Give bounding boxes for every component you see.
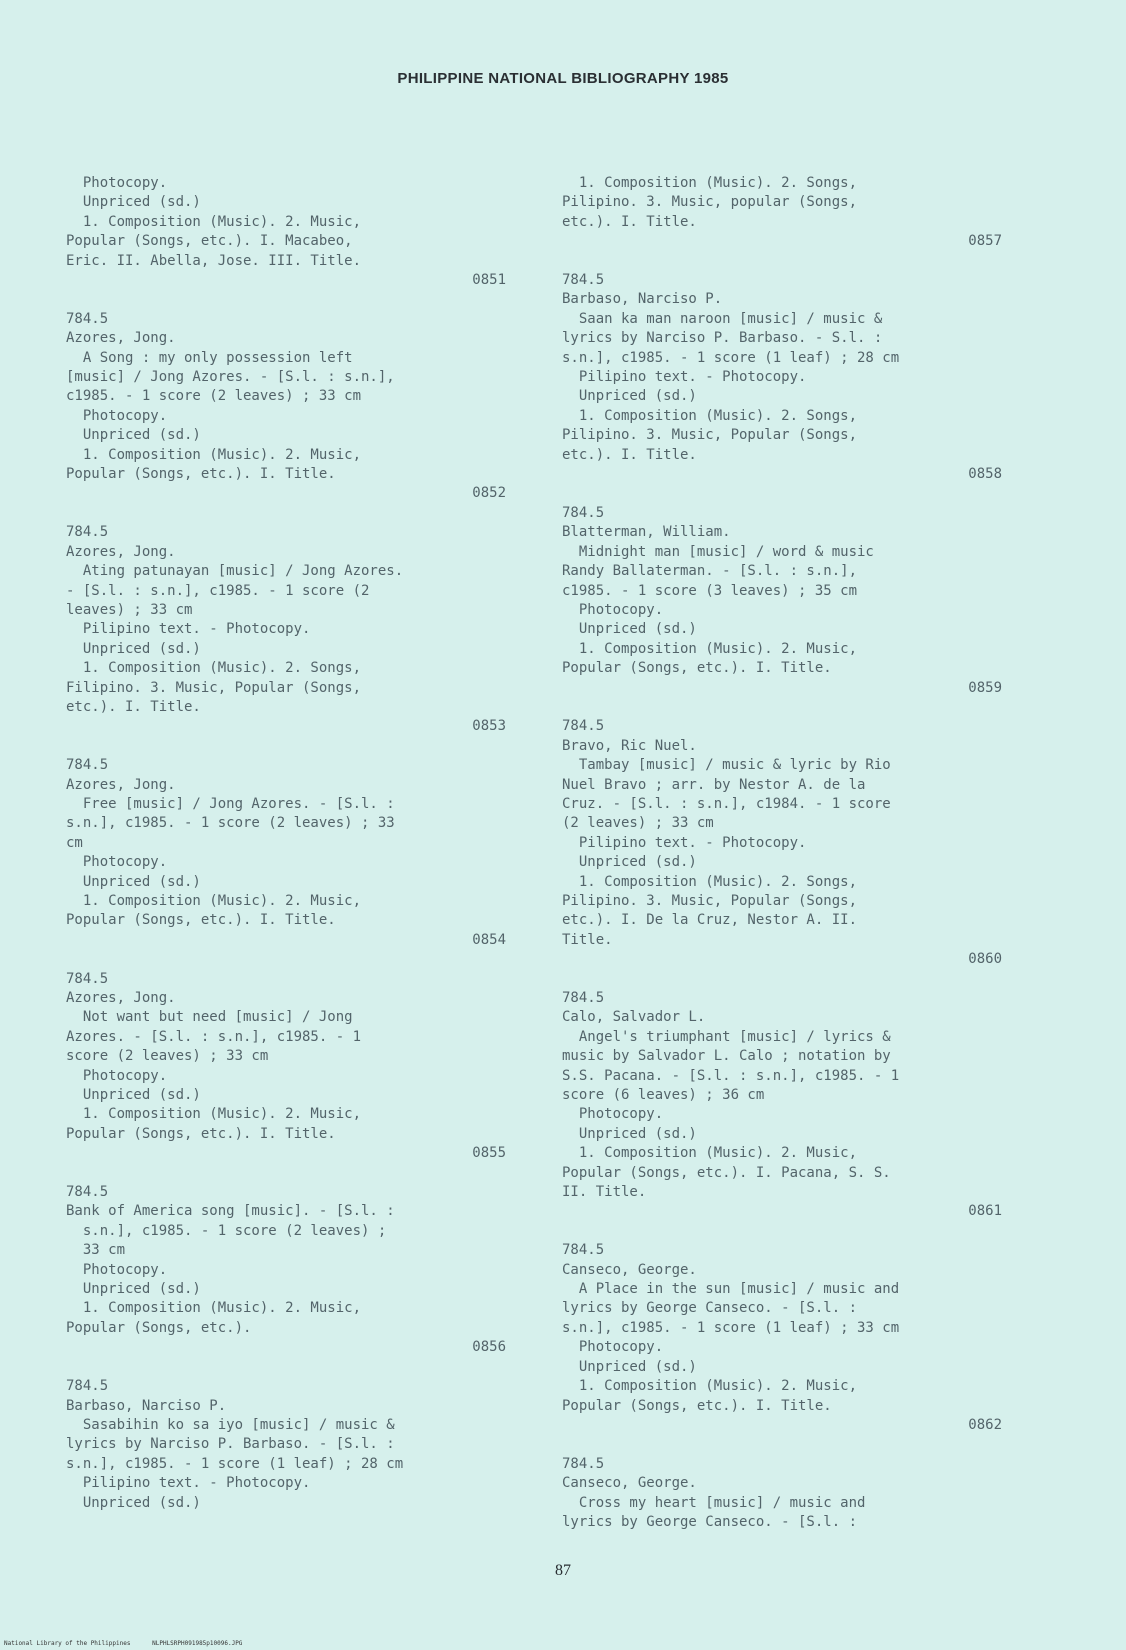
entry-line: 784.5 (562, 990, 605, 1006)
entry-line: c1985. - 1 score (2 leaves) ; 33 cm (66, 388, 362, 405)
entry-line: Tambay [music] / music & lyric by Rio (562, 757, 891, 774)
entry-line: s.n.], c1985. - 1 score (1 leaf) ; 28 cm (562, 349, 900, 366)
entry-line: Bravo, Ric Nuel. (562, 737, 697, 754)
bibliography-entry (66, 756, 506, 950)
entry-line: Popular (Songs, etc.). I. Pacana, S. S. (562, 1164, 891, 1181)
entry-line: Popular (Songs, etc.). I. Title. (66, 912, 336, 929)
entry-line: Unpriced (sd.) (562, 1125, 697, 1142)
entry-line: Pilipino text. - Photocopy. (66, 621, 311, 638)
entry-line: Nuel Bravo ; arr. by Nestor A. de la (562, 776, 866, 793)
entry-line: Eric. II. Abella, Jose. III. Title. (66, 252, 362, 269)
entry-number: 0861 (968, 1203, 1002, 1220)
entry-line: s.n.], c1985. - 1 score (2 leaves) ; 33 (66, 815, 395, 832)
entry-number: 0854 (472, 931, 506, 948)
entry-line: (2 leaves) ; 33 cm (562, 815, 714, 832)
entry-line: s.n.], c1985. - 1 score (1 leaf) ; 33 cm (562, 1319, 900, 1336)
entry-number: 0857 (968, 233, 1002, 250)
entry-line: A Song : my only possession left (66, 349, 353, 366)
entry-line: 784.5 (562, 504, 605, 521)
entry-line: music by Salvador L. Calo ; notation by (562, 1048, 891, 1065)
entry-line: lyrics by Narciso P. Barbaso. - S.l. : (562, 330, 883, 347)
entry-line: - [S.l. : s.n.], c1985. - 1 score (2 (66, 582, 370, 599)
entry-line: etc.). I. Title. (562, 446, 697, 463)
entry-number: 0858 (968, 466, 1002, 483)
entry-line: Pilipino text. - Photocopy. (66, 1475, 311, 1492)
entry-line: Unpriced (sd.) (66, 1087, 201, 1104)
entry-line: score (6 leaves) ; 36 cm (562, 1087, 765, 1104)
entry-line: [music] / Jong Azores. - [S.l. : s.n.], (66, 369, 395, 386)
entry-line: lyrics by George Canseco. - [S.l. : (562, 1300, 858, 1317)
entry-line: Pilipino text. - Photocopy. (562, 834, 807, 851)
entry-line: 784.5 (562, 1455, 605, 1472)
entry-line: 33 cm (66, 1242, 126, 1259)
entry-line: Unpriced (sd.) (562, 388, 697, 405)
entry-line: Unpriced (sd.) (66, 640, 201, 657)
entry-line: Ating patunayan [music] / Jong Azores. (66, 563, 404, 580)
entry-line: Photocopy. (66, 854, 168, 871)
entry-number: 0852 (472, 485, 506, 502)
entry-line: Unpriced (sd.) (562, 1358, 697, 1375)
entry-line: Cross my heart [music] / music and (562, 1494, 866, 1511)
entry-line: Barbaso, Narciso P. (562, 291, 723, 308)
entry-line: 1. Composition (Music). 2. Music, (66, 446, 362, 463)
entry-line: Saan ka man naroon [music] / music & (562, 310, 883, 327)
bibliography-entry (562, 504, 1002, 698)
page-number: 87 (555, 1562, 571, 1579)
entry-line: 1. Composition (Music). 2. Music, (562, 1145, 858, 1162)
entry-line: Canseco, George. (562, 1475, 697, 1492)
entry-line: 784.5 (66, 970, 109, 987)
entry-line: 1. Composition (Music). 2. Music, (66, 1300, 362, 1317)
entry-number: 0862 (968, 1416, 1002, 1433)
entry-line: Unpriced (sd.) (66, 873, 201, 890)
entry-line: etc.). I. Title. (562, 213, 697, 230)
entry-line: 1. Composition (Music). 2. Music, (66, 213, 362, 230)
entry-line: etc.). I. Title. (66, 698, 201, 715)
entry-number: 0859 (968, 679, 1002, 696)
entry-line: Azores, Jong. (66, 543, 176, 560)
entry-line: 1. Composition (Music). 2. Songs, (562, 175, 858, 191)
entry-line: 784.5 (562, 718, 605, 735)
entry-line: s.n.], c1985. - 1 score (1 leaf) ; 28 cm (66, 1455, 404, 1472)
entry-line: Azores. - [S.l. : s.n.], c1985. - 1 (66, 1028, 362, 1045)
entry-line: Pilipino text. - Photocopy. (562, 369, 807, 386)
entry-line: Photocopy. (562, 601, 664, 618)
entry-line: 784.5 (66, 1378, 109, 1395)
entry-number: 0860 (968, 951, 1002, 968)
entry-line: Cruz. - [S.l. : s.n.], c1984. - 1 score (562, 795, 891, 812)
entry-line: Blatterman, William. (562, 524, 731, 541)
entry-line: 784.5 (66, 524, 109, 541)
entry-number: 0856 (472, 1339, 506, 1356)
entry-line: 1. Composition (Music). 2. Songs, (562, 873, 858, 890)
entry-line: Azores, Jong. (66, 330, 176, 347)
entry-line: Not want but need [music] / Jong (66, 1009, 353, 1026)
entry-line: A Place in the sun [music] / music and (562, 1281, 900, 1298)
entry-line: Photocopy. (66, 1261, 168, 1278)
entry-line: Pilipino. 3. Music, Popular (Songs, (562, 892, 858, 909)
entry-line: Popular (Songs, etc.). I. Title. (562, 1397, 832, 1414)
entry-line: Popular (Songs, etc.). I. Title. (66, 1125, 336, 1142)
entry-number: 0851 (472, 272, 506, 289)
entry-line: Photocopy. (562, 1339, 664, 1356)
entry-line: S.S. Pacana. - [S.l. : s.n.], c1985. - 1 (562, 1067, 900, 1084)
entry-line: Unpriced (sd.) (66, 1281, 201, 1298)
entry-line: Calo, Salvador L. (562, 1009, 706, 1026)
bibliography-entry (66, 310, 506, 504)
bibliography-entry (66, 523, 506, 736)
entry-line: Sasabihin ko sa iyo [music] / music & (66, 1416, 395, 1433)
entry-line: c1985. - 1 score (3 leaves) ; 35 cm (562, 582, 858, 599)
entry-line: Title. (562, 931, 613, 948)
entry-line: 1. Composition (Music). 2. Songs, (562, 407, 858, 424)
entry-line: Popular (Songs, etc.). I. Title. (66, 466, 336, 483)
entry-line: cm (66, 834, 83, 851)
entry-line: Unpriced (sd.) (562, 854, 697, 871)
entry-line: Canseco, George. (562, 1261, 697, 1278)
right-column (562, 174, 1002, 1552)
entry-line: 784.5 (66, 310, 109, 327)
entry-line: lyrics by George Canseco. - [S.l. : (562, 1513, 858, 1530)
entry-line: leaves) ; 33 cm (66, 601, 193, 618)
entry-line: Unpriced (sd.) (66, 1494, 201, 1511)
entry-line: s.n.], c1985. - 1 score (2 leaves) ; (66, 1222, 387, 1239)
entry-line: Pilipino. 3. Music, Popular (Songs, (562, 427, 858, 444)
entry-line: 1. Composition (Music). 2. Music, (66, 892, 362, 909)
entry-line: Popular (Songs, etc.). I. Macabeo, (66, 233, 353, 250)
entry-line: Azores, Jong. (66, 776, 176, 793)
entry-line: 1. Composition (Music). 2. Songs, (66, 660, 362, 677)
entry-line: Pilipino. 3. Music, popular (Songs, (562, 194, 858, 211)
bibliography-entry (562, 717, 1002, 969)
bibliography-entry (66, 174, 506, 290)
entry-line: 1. Composition (Music). 2. Music, (562, 1378, 858, 1395)
entry-line: 784.5 (66, 757, 109, 774)
bibliography-entry (562, 271, 1002, 484)
entry-line: Azores, Jong. (66, 990, 176, 1006)
entry-line: Free [music] / Jong Azores. - [S.l. : (66, 795, 395, 812)
bibliography-entry (562, 1455, 1002, 1533)
entry-line: Unpriced (sd.) (66, 427, 201, 444)
bibliography-entry (562, 1241, 1002, 1435)
entry-line: 784.5 (562, 272, 605, 289)
entry-line: 1. Composition (Music). 2. Music, (562, 640, 858, 657)
bibliography-entry (66, 1377, 506, 1513)
left-column (66, 174, 506, 1532)
entry-line: Photocopy. (66, 175, 168, 191)
entry-line: lyrics by Narciso P. Barbaso. - [S.l. : (66, 1436, 395, 1453)
entry-line: Popular (Songs, etc.). I. Title. (562, 660, 832, 677)
entry-line: 784.5 (562, 1242, 605, 1259)
bibliography-entry (562, 989, 1002, 1222)
entry-line: Randy Ballaterman. - [S.l. : s.n.], (562, 563, 858, 580)
entry-line: Photocopy. (562, 1106, 664, 1123)
entry-line: 784.5 (66, 1184, 109, 1201)
page-header-title: PHILIPPINE NATIONAL BIBLIOGRAPHY 1985 (397, 70, 729, 87)
entry-line: Angel's triumphant [music] / lyrics & (562, 1028, 891, 1045)
entry-line: Unpriced (sd.) (562, 621, 697, 638)
entry-line: 1. Composition (Music). 2. Music, (66, 1106, 362, 1123)
entry-line: Midnight man [music] / word & music (562, 543, 874, 560)
entry-line: etc.). I. De la Cruz, Nestor A. II. (562, 912, 858, 929)
entry-line: Barbaso, Narciso P. (66, 1397, 227, 1414)
entry-line: Photocopy. (66, 407, 168, 424)
entry-number: 0855 (472, 1145, 506, 1162)
footer-credit: National Library of the Philippines NLPHLSRPH091985p10096.JPG (4, 1640, 243, 1647)
entry-line: Popular (Songs, etc.). (66, 1319, 252, 1336)
bibliography-entry (66, 970, 506, 1164)
entry-line: Photocopy. (66, 1067, 168, 1084)
bibliography-entry (66, 1183, 506, 1358)
entry-line: Filipino. 3. Music, Popular (Songs, (66, 679, 362, 696)
entry-line: Bank of America song [music]. - [S.l. : (66, 1203, 395, 1220)
bibliography-entry (562, 174, 1002, 252)
entry-line: II. Title. (562, 1184, 647, 1201)
entry-number: 0853 (472, 718, 506, 735)
entry-line: score (2 leaves) ; 33 cm (66, 1048, 269, 1065)
entry-line: Unpriced (sd.) (66, 194, 201, 211)
